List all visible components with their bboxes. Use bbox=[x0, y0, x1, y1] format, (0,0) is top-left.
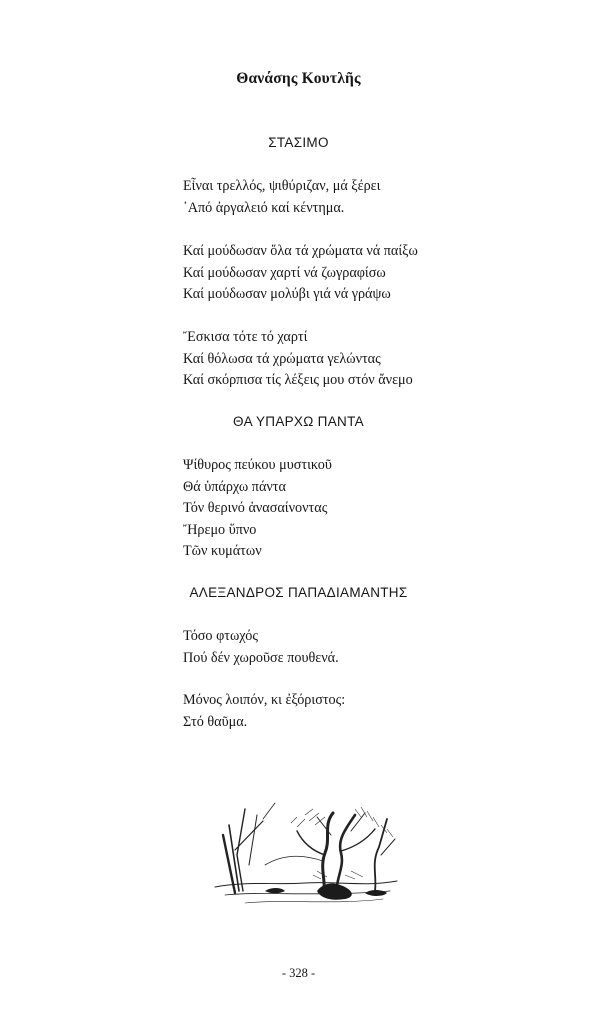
stanza bbox=[183, 455, 332, 563]
poem-title-stasimo: ΣΤΑΣΙΜΟ bbox=[268, 135, 329, 150]
stanza bbox=[183, 690, 345, 733]
verse-line: Καί μούδωσαν χαρτί νά ζωγραφίσω bbox=[183, 264, 386, 281]
verse-line: Καί μούδωσαν μολύβι γιά νά γράψω bbox=[183, 286, 391, 303]
verse-line: Τῶν κυμάτων bbox=[183, 543, 262, 560]
verse-line: Καί θόλωσα τά χρώματα γελώντας bbox=[183, 350, 381, 367]
stanza bbox=[183, 327, 413, 392]
verse-line: Πού δέν χωροῦσε πουθενά. bbox=[183, 649, 339, 666]
stanza bbox=[183, 241, 418, 306]
poem-title-papadiamantis: ΑΛΕΞΑΝΔΡΟΣ ΠΑΠΑΔΙΑΜΑΝΤΗΣ bbox=[189, 585, 408, 600]
verse-line: Ἔσκισα τότε τό χαρτί bbox=[183, 329, 308, 345]
stanza bbox=[183, 176, 380, 219]
verse-line: Καί μούδωσαν ὅλα τά χρώματα νά παίξω bbox=[183, 243, 418, 259]
verse-line: Στό θαῦμα. bbox=[183, 713, 248, 730]
verse-line: Θά ὑπάρχω πάντα bbox=[183, 478, 286, 495]
verse-line: Ἤρεμο ὕπνο bbox=[183, 521, 257, 538]
verse-line: Τόν θερινό ἀνασαίνοντας bbox=[183, 500, 328, 517]
stanza bbox=[183, 626, 339, 669]
verse-line: Εἶναι τρελλός, ψιθύριζαν, μά ξέρει bbox=[183, 178, 381, 194]
page-number: - 328 - bbox=[281, 966, 316, 980]
verse-line: Καί σκόρπισα τίς λέξεις μου στόν ἄνεμο bbox=[183, 372, 413, 389]
verse-line: Μόνος λοιπόν, κι ἐξόριστος: bbox=[183, 692, 346, 708]
author-heading: Θανάσης Κουτλῆς bbox=[236, 70, 361, 87]
verse-line: Τόσο φτωχός bbox=[183, 628, 258, 644]
verse-line: ᾿Από ἀργαλειό καί κέντημα. bbox=[183, 199, 345, 216]
ink-sketch-trees-illustration bbox=[205, 795, 405, 915]
poem-title-tha-yparcho-panta: ΘΑ ΥΠΑΡΧΩ ΠΑΝΤΑ bbox=[233, 414, 364, 429]
verse-line: Ψίθυρος πεύκου μυστικοῦ bbox=[183, 457, 332, 473]
